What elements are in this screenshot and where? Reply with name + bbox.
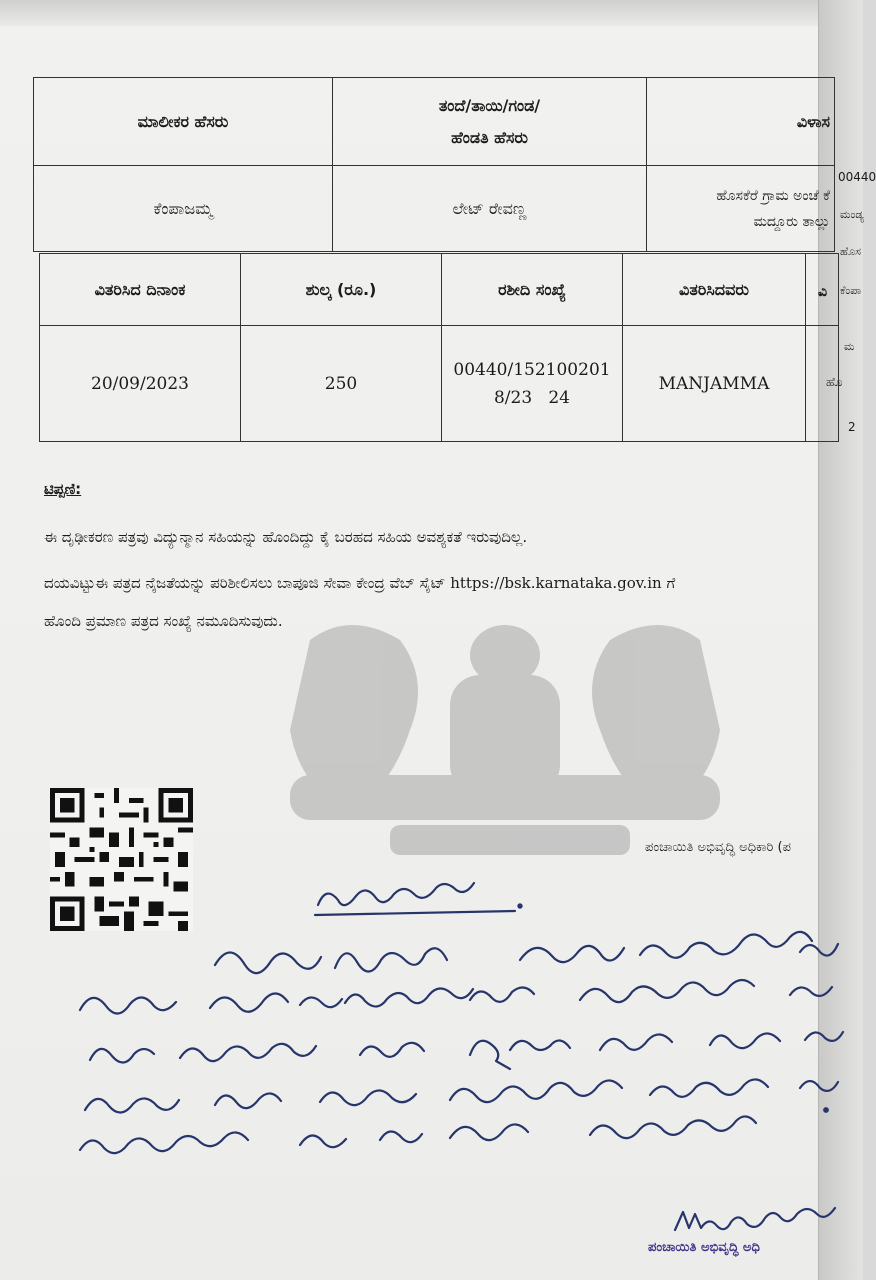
notes-line-2-suffix: ಗೆ (666, 574, 676, 592)
edge-fragment: ಹೊಸ (840, 245, 861, 258)
receipt-number-line1: 00440/152100201 (453, 359, 611, 380)
edge-fragment: ಮಂಡ್ಯ (840, 208, 864, 221)
notes-line-2-text: ದಯವಿಟ್ಟುಈ ಪತ್ರದ ನೈಜತೆಯನ್ನು ಪರಿಶೀಲಿಸಲು ಬಾಪೂಜಿ ಸೇವಾ ಕೇಂದ್ರ ವೆಬ್ ಸೈಟ್ (44, 574, 446, 592)
parent-name-header-line1: ತಂದೆ/ತಾಯಿ/ಗಂಡ/ (438, 95, 541, 115)
issue-date-value: 20/09/2023 (40, 326, 241, 442)
fee-value: 250 (241, 326, 442, 442)
bsk-website-link[interactable]: https://bsk.karnataka.gov.in (450, 574, 662, 592)
edge-fragment: ವಿ (818, 284, 828, 300)
notes-line-1: ಈ ದೃಢೀಕರಣ ಪತ್ರವು ವಿದ್ಯುನ್ಮಾನ ಸಹಿಯನ್ನು ಹೊಂದಿದ್ದು ಕೈ ಬರಹದ ಸಹಿಯ ಅವಶ್ಯಕತೆ ಇರುವುದಿಲ್ಲ. (44, 528, 528, 546)
edge-fragment: 2 (848, 420, 856, 434)
address-header: ವಿಳಾಸ (647, 78, 835, 166)
owner-name-header: ಮಾಲೀಕರ ಹೆಸರು (34, 78, 333, 166)
edge-fragment: 00440 (838, 170, 876, 184)
issue-date-header: ವಿತರಿಸಿದ ದಿನಾಂಕ (40, 254, 241, 326)
issued-by-value: MANJAMMA (623, 326, 806, 442)
issued-by-header: ವಿತರಿಸಿದವರು (623, 254, 806, 326)
fee-header: ಶುಲ್ಕ (ರೂ.) (241, 254, 442, 326)
officer-caption: ಪಂಚಾಯಿತಿ ಅಭಿವೃದ್ಧಿ ಅಧಿಕಾರಿ (ಪ (645, 840, 791, 855)
parent-name-header-line2: ಹೆಂಡತಿ ಹೆಸರು (451, 127, 528, 147)
officer-stamp: ಪಂಚಾಯಿತಿ ಅಭಿವೃದ್ಧಿ ಅಧಿ (648, 1240, 760, 1255)
receipt-number-line2: 8/23 24 (493, 387, 571, 408)
edge-fragment: ಮ (844, 340, 855, 353)
receipt-number-header: ರಶೀದಿ ಸಂಖ್ಯೆ (442, 254, 623, 326)
notes-heading: ಟಿಪ್ಪಣಿ: (44, 480, 82, 498)
owner-name-value: ಕೆಂಪಾಜಮ್ಮ (34, 166, 333, 252)
address-line2: ಮದ್ದೂರು ತಾಲ್ಲು (753, 213, 830, 230)
edge-fragment: ಹೊ (826, 375, 843, 389)
parent-name-value: ಲೇಟ್ ರೇವಣ್ಣ (333, 166, 647, 252)
edge-fragment: ಕೆಂಪಾ (840, 284, 862, 297)
notes-line-3: ಹೊಂದಿ ಪ್ರಮಾಣ ಪತ್ರದ ಸಂಖ್ಯೆ ನಮೂದಿಸುವುದು. (44, 612, 283, 630)
address-line1: ಹೊಸಕೆರೆ ಗ್ರಾಮ ಅಂಚೆ ಕೆ (716, 187, 830, 204)
